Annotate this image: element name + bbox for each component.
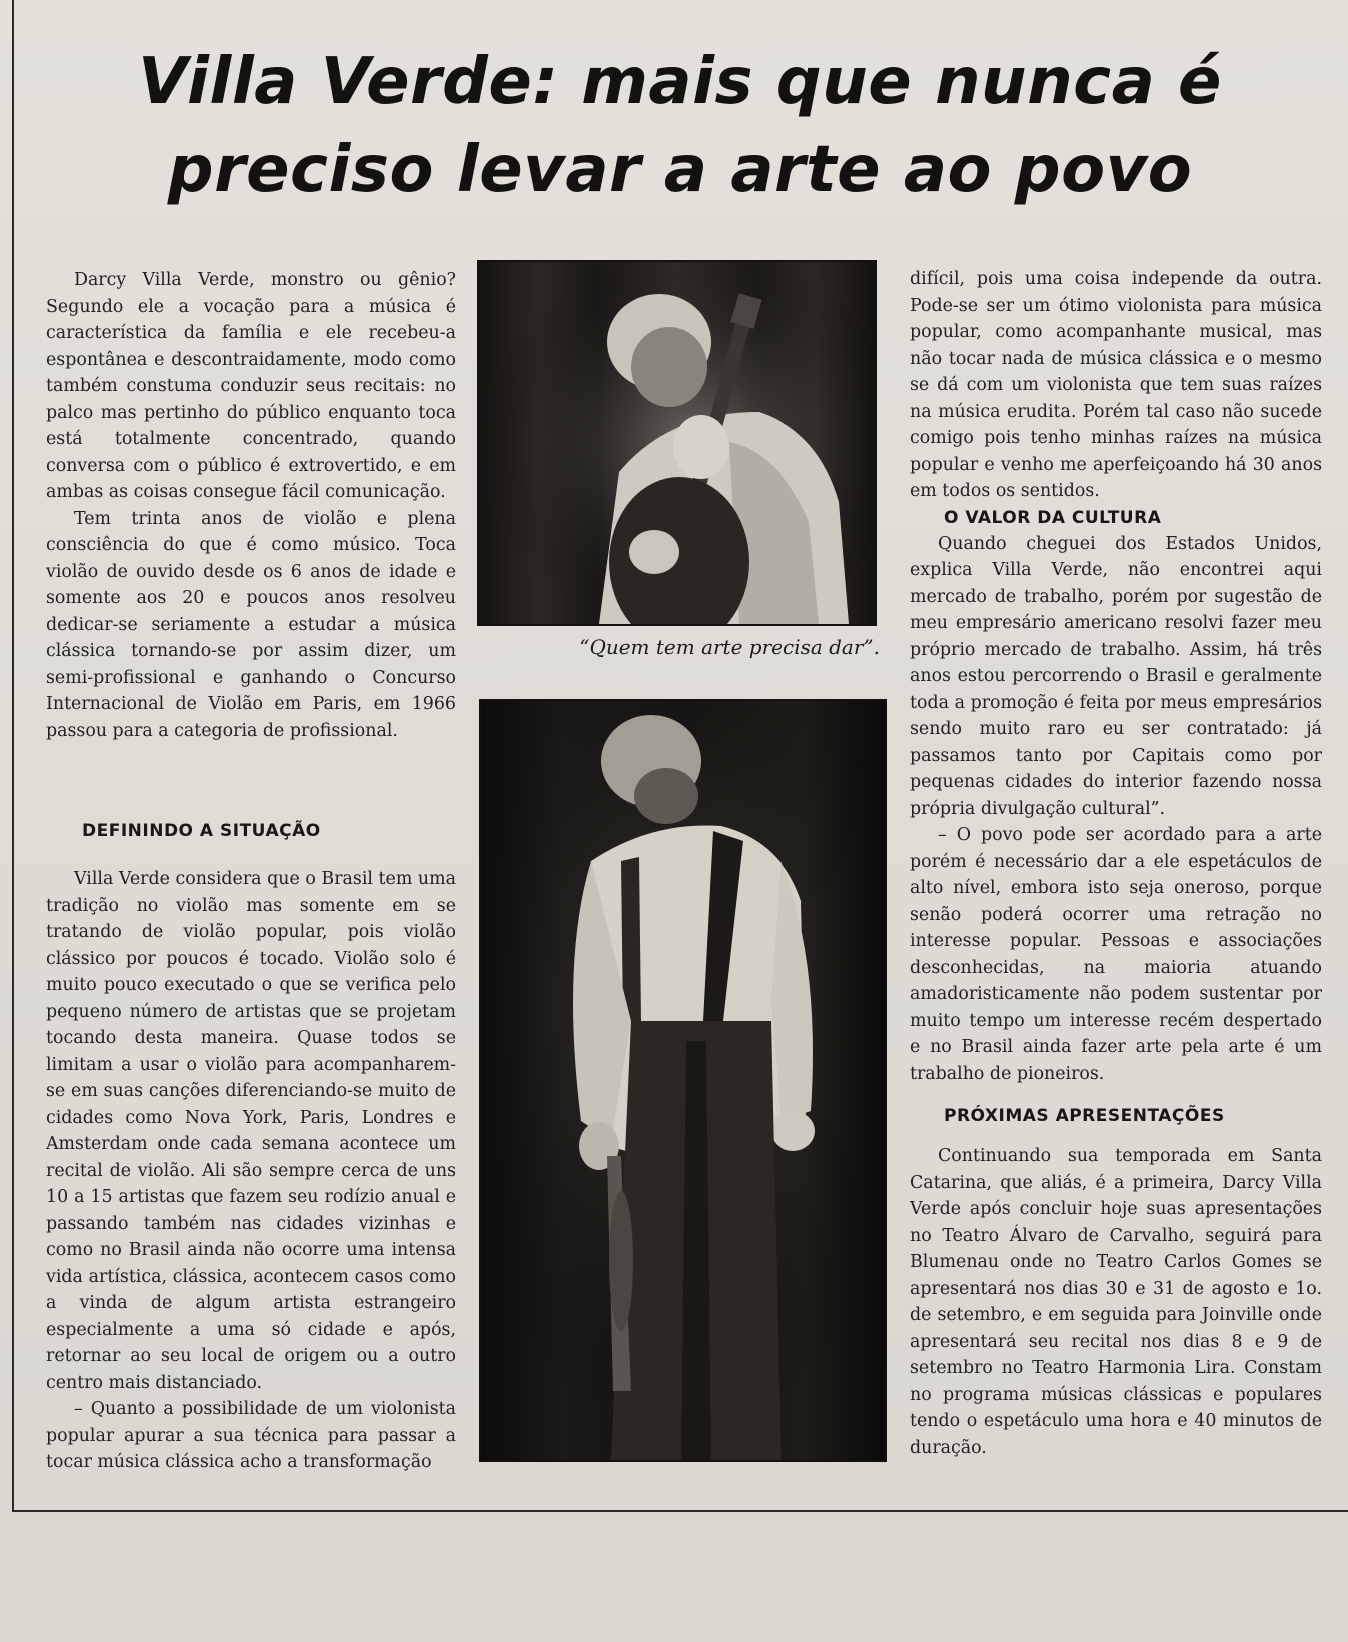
page-border-left bbox=[12, 0, 14, 1512]
headline-line-2: preciso levar a arte ao povo bbox=[167, 133, 1193, 207]
page-border-bottom bbox=[12, 1510, 1348, 1512]
photo-caption: “Quem tem arte precisa dar”. bbox=[579, 635, 880, 659]
left-column-section bbox=[46, 818, 456, 1476]
section-definindo-paragraph-2: – Quanto a possibilidade de um violonista popular apurar a sua técnica para passar a tocar música clássica acho a transformação bbox=[46, 1399, 456, 1472]
right-column bbox=[910, 266, 1322, 1461]
guitarist-photo-bottom bbox=[479, 699, 887, 1462]
section-valor-paragraph-2: – O povo pode ser acordado para a arte porém é necessário dar a ele espetáculos de alto nível, embora isto seja oneroso, porque senão poderá ocorrer uma retração no interesse popular. Pessoas e associações desconhecidas, na maioria atuando amadoristicamente não podem sustentar por muito tempo um interesse recém despertado e no Brasil ainda fazer arte pela arte é um trabalho de pioneiros. bbox=[910, 825, 1322, 1084]
intro-paragraph-2: Tem trinta anos de violão e plena consciência do que é como músico. Toca violão de ouvido desde os 6 anos de idade e somente aos 20 e poucos anos resolveu dedicar-se seriamente a estudar a música clássica tornando-se por assim dizer, um semi-profissional e ganhando o Concurso Internacional de Violão em Paris, em 1966 passou para a categoria de profissional. bbox=[46, 508, 456, 741]
guitarist-photo-top bbox=[477, 260, 877, 626]
section-proximas-paragraph-1: Continuando sua temporada em Santa Catarina, que aliás, é a primeira, Darcy Villa Verde após concluir hoje suas apresentações no Teatro Álvaro de Carvalho, seguirá para Blumenau onde no Teatro Carlos Gomes se apresentará nos dias 30 e 31 de agosto e 1o. de setembro, e em seguida para Joinville onde apresentará seu recital nos dias 8 e 9 de setembro no Teatro Harmonia Lira. Constam no programa músicas clássicas e populares tendo o espetáculo uma hora e 40 minutos de duração. bbox=[910, 1146, 1322, 1458]
section-valor-paragraph-1: Quando cheguei dos Estados Unidos, explica Villa Verde, não encontrei aqui mercado de trabalho, porém por sugestão de meu empresário americano resolvi fazer meu próprio mercado de trabalho. Assim, há três anos estou percorrendo o Brasil e geralmente toda a promoção é feita por meus empresários sendo muito raro eu ser contratado: já passamos tanto por Capitais como por pequenas cidades do interior fazendo nossa própria divulgação cultural”. bbox=[910, 533, 1322, 819]
section-heading-definindo: DEFININDO A SITUAÇÃO bbox=[82, 821, 321, 841]
guitarist-photo-bottom-image bbox=[481, 701, 885, 1460]
article-headline bbox=[120, 38, 1240, 214]
section-heading-proximas: PRÓXIMAS APRESENTAÇÕES bbox=[944, 1106, 1225, 1126]
left-column-intro bbox=[46, 267, 456, 744]
section-heading-valor-cultura: O VALOR DA CULTURA bbox=[944, 507, 1162, 528]
headline-line-1: Villa Verde: mais que nunca é bbox=[138, 45, 1222, 119]
guitarist-photo-top-image bbox=[479, 262, 875, 624]
intro-paragraph-1: Darcy Villa Verde, monstro ou gênio? Segundo ele a vocação para a música é característica da família e ele recebeu-a espontânea e descontraidamente, modo como também constuma conduzir seus recitais: no palco mas pertinho do público enquanto toca está totalmente concentrado, quando conversa com o público é extrovertido, e em ambas as coisas consegue fácil comunicação. bbox=[46, 270, 456, 502]
right-column-paragraph-1: difícil, pois uma coisa independe da outra. Pode-se ser um ótimo violonista para música popular, como acompanhante musical, mas não tocar nada de música clássica e o mesmo se dá com um violonista que tem suas raízes na música erudita. Porém tal caso não sucede comigo pois tenho minhas raízes na música popular e venho me aperfeiçoando há 30 anos em todos os sentidos. bbox=[910, 269, 1322, 501]
section-definindo-paragraph-1: Villa Verde considera que o Brasil tem uma tradição no violão mas somente em se tratando de violão popular, pois violão clássico por poucos é tocado. Violão solo é muito pouco executado o que se verifica pelo pequeno número de artistas que se projetam tocando desta maneira. Quase todos se limitam a usar o violão para acompanharem-se em suas canções diferenciando-se muito de cidades como Nova York, Paris, Londres e Amsterdam onde cada semana acontece um recital de violão. Ali são sempre cerca de uns 10 a 15 artistas que fazem seu rodízio anual e passando também nas cidades vizinhas e como no Brasil ainda não ocorre uma intensa vida artística, clássica, acontecem casos como a vinda de algum artista estrangeiro especialmente a uma só cidade e após, retornar ao seu local de origem ou a outro centro mais distanciado. bbox=[46, 869, 456, 1393]
